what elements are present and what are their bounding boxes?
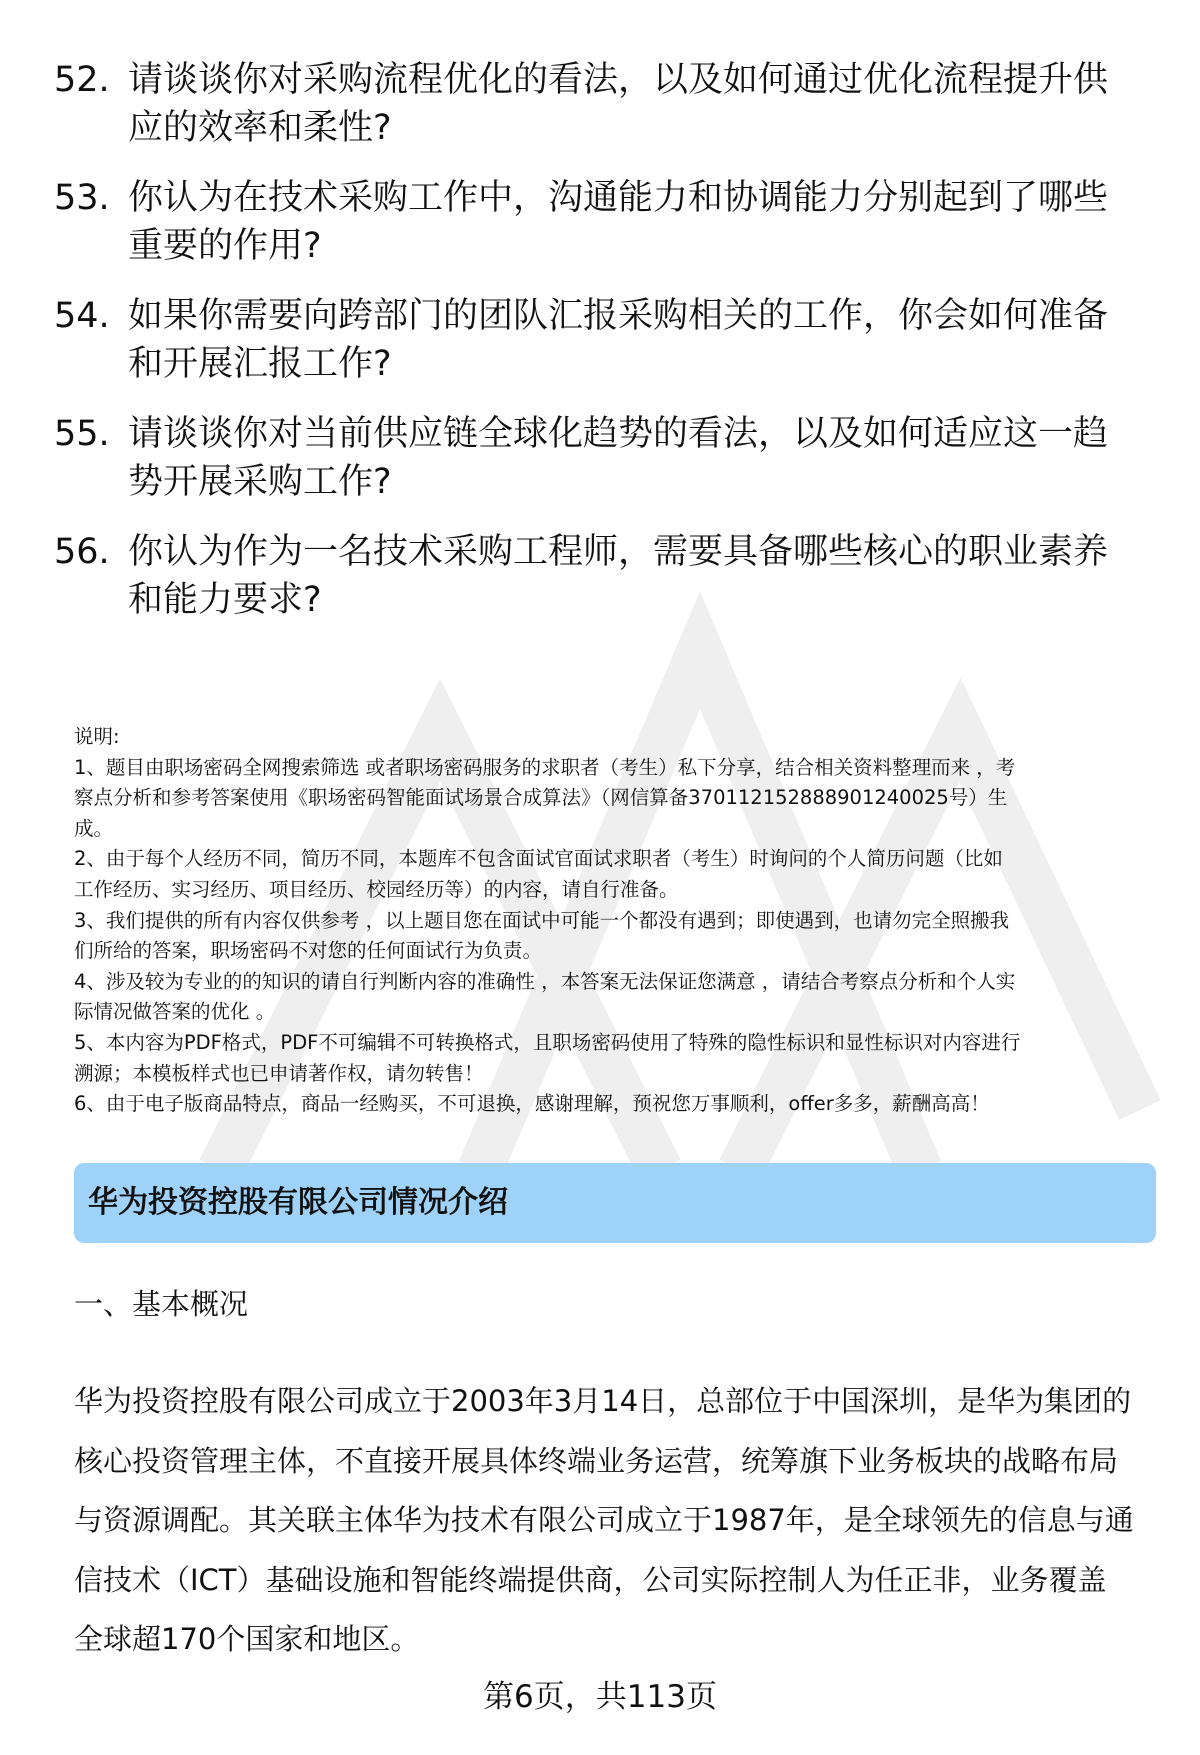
- question-text-line-1: 请谈谈你对当前供应链全球化趋势的看法，以及如何适应这一趋: [128, 414, 1109, 454]
- question-number: 53.: [54, 178, 110, 218]
- notes-line: 际情况做答案的优化 。: [74, 1000, 276, 1024]
- notes-line: 们所给的答案，职场密码不对您的任何面试行为负责。: [74, 939, 543, 963]
- question-text-line-2: 势开展采购工作?: [128, 462, 392, 502]
- question-text-line-1: 你认为在技术采购工作中，沟通能力和协调能力分别起到了哪些: [128, 178, 1109, 218]
- section-heading: 一、基本概况: [74, 1287, 249, 1321]
- question-54: [54, 292, 1154, 388]
- notes-title: 说明:: [74, 725, 120, 748]
- question-number: 54.: [54, 296, 110, 336]
- question-text-line-2: 应的效率和柔性?: [128, 108, 392, 148]
- paragraph-line: 全球超170个国家和地区。: [74, 1622, 420, 1656]
- notes-line: 6、由于电子版商品特点，商品一经购买，不可退换，感谢理解，预祝您万事顺利，offer多多，薪酬高高！: [74, 1092, 990, 1116]
- banner-title: 华为投资控股有限公司情况介绍: [88, 1185, 508, 1220]
- notes-line: 3、我们提供的所有内容仅供参考 ，以上题目您在面试中可能一个都没有遇到；即使遇到，也请勿完全照搬我: [74, 908, 1010, 932]
- notes-line: 察点分析和参考答案使用《职场密码智能面试场景合成算法》（网信算备370112152888901240025号）生: [74, 786, 1008, 810]
- question-number: 55.: [54, 414, 110, 454]
- question-53: [54, 174, 1154, 270]
- notes-line: 2、由于每个人经历不同，简历不同，本题库不包含面试官面试求职者（考生）时询问的个人简历问题（比如: [74, 847, 1003, 871]
- paragraph-line: 核心投资管理主体，不直接开展具体终端业务运营，统筹旗下业务板块的战略布局: [74, 1443, 1119, 1478]
- question-text-line-2: 和开展汇报工作?: [128, 344, 392, 384]
- notes-line: 5、本内容为PDF格式，PDF不可编辑不可转换格式，且职场密码使用了特殊的隐性标识和显性标识对内容进行: [74, 1030, 1021, 1054]
- notes-line: 溯源；本模板样式也已申请著作权，请勿转售！: [74, 1061, 484, 1085]
- notes-section: [74, 722, 1164, 1120]
- question-number: 56.: [54, 532, 110, 572]
- paragraph-line: 信技术（ICT）基础设施和智能终端提供商，公司实际控制人为任正非，业务覆盖: [74, 1562, 1107, 1597]
- company-intro-banner: [74, 1163, 1156, 1243]
- notes-line: 工作经历、实习经历、项目经历、校园经历等）的内容，请自行准备。: [74, 877, 679, 901]
- question-52: [54, 56, 1154, 152]
- question-number: 52.: [54, 60, 110, 100]
- company-overview-paragraph: [74, 1372, 1164, 1670]
- paragraph-line: 与资源调配。其关联主体华为技术有限公司成立于1987年，是全球领先的信息与通: [74, 1503, 1134, 1537]
- question-text-line-1: 你认为作为一名技术采购工程师，需要具备哪些核心的职业素养: [128, 532, 1109, 572]
- question-text-line-2: 和能力要求?: [128, 580, 322, 620]
- page-indicator: 第6页，共113页: [483, 1679, 717, 1715]
- question-55: [54, 410, 1154, 506]
- notes-line: 成。: [74, 816, 114, 840]
- notes-line: 1、题目由职场密码全网搜索筛选 或者职场密码服务的求职者（考生）私下分享，结合相关资料整理而来 ，考: [74, 755, 1016, 779]
- question-56: [54, 528, 1154, 624]
- paragraph-line: 华为投资控股有限公司成立于2003年3月14日，总部位于中国深圳，是华为集团的: [74, 1384, 1132, 1418]
- question-text-line-1: 请谈谈你对采购流程优化的看法，以及如何通过优化流程提升供: [128, 60, 1109, 100]
- notes-line: 4、涉及较为专业的的知识的请自行判断内容的准确性 ，本答案无法保证您满意 ，请结合考察点分析和个人实: [74, 969, 1016, 993]
- question-text-line-2: 重要的作用?: [128, 226, 322, 266]
- question-text-line-1: 如果你需要向跨部门的团队汇报采购相关的工作，你会如何准备: [128, 296, 1109, 336]
